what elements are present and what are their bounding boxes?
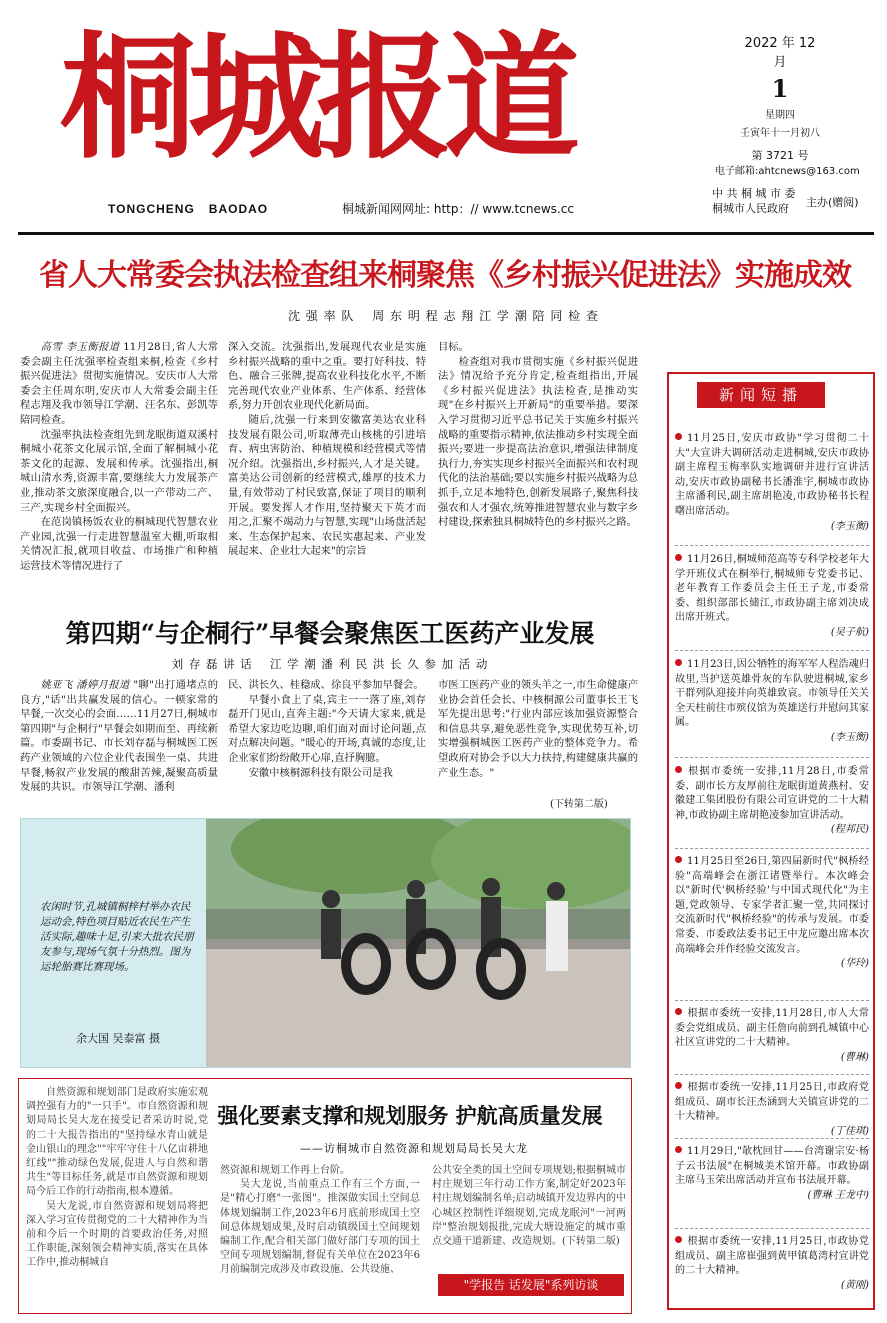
- interview-column-1: [26, 1086, 208, 1308]
- interview-headline[interactable]: 强化要素支撑和规划服务 护航高质量发展: [217, 1103, 603, 1128]
- second-byline: 姚亚飞 潘婷月报道: [40, 679, 130, 691]
- brief-item[interactable]: [675, 658, 869, 746]
- brief-text: 11月25日至26日,第四届新时代"枫桥经验"高端峰会在浙江诸暨举行。本次峰会以"新时代'枫桥经验'与中国式现代化"为主题,党政领导、专家学者汇聚一堂,共同探讨交流新时代"枫桥经验"的传承与发展。市委常委、市委政法委书记王中龙应邀出席本次高端峰会并作经验交流发言。: [675, 856, 869, 955]
- bullet-icon: [675, 1236, 682, 1243]
- brief-divider: [675, 650, 869, 651]
- second-column-1: [20, 678, 218, 808]
- second-headline[interactable]: 第四期“与企桐行”早餐会聚焦医工医药产业发展: [65, 619, 595, 648]
- date-year-month: 2022 年 12 月: [744, 36, 816, 70]
- brief-divider: [675, 1000, 869, 1001]
- masthead-title: 桐城报道: [60, 18, 572, 178]
- lead-col1-p2: 沈强率执法检查组先到龙眠街道双溪村桐城小花茶文化展示馆,全面了解桐城小花茶文化的起源、发展和传承。沈强指出,桐城山清水秀,资源丰富,要继续大力发展茶产业,推动茶文旅深度融合,以一产带动二产、三产,实现乡村全面振兴。: [20, 428, 218, 514]
- website-text[interactable]: 桐城新闻网网址: http：// www.tcnews.cc: [342, 202, 574, 216]
- second-col2-p3: 安徽中核桐源科技有限公司是我: [248, 766, 393, 779]
- brief-text: 11月25日,安庆市政协"学习贯彻二十大"大宣讲大调研活动走进桐城,安庆市政协副主席程玉梅率队实地调研并进行宣讲活动,安庆市政协副秘书长潘淮宇,桐城市政协主席潘利民,副主席胡艳凌,市政协秘书长程曙出席活动。: [675, 433, 869, 517]
- bullet-icon: [675, 766, 682, 773]
- brief-text: 根据市委统一安排,11月25日,市政府党组成员、副市长汪杰涵到大关镇宣讲党的二十大精神。: [675, 1082, 869, 1123]
- brief-source: (吴子航): [830, 626, 869, 638]
- second-subhead: 刘 存 磊 讲 话 江 学 潮 潘 利 民 洪 长 久 参 加 活 动: [171, 657, 489, 671]
- brief-text: 根据市委统一安排,11月28日,市委常委、副市长方友厚前往龙眠街道黄燕村、安徽建工集团股份有限公司宣讲党的二十大精神,市政协副主席胡艳凌参加宣讲活动。: [675, 766, 869, 821]
- interview-col2-p2: 吴大龙说,当前重点工作有三个方面,一是"精心打磨"一张图"。推深做实国土空间总体规划编制工作,2023年6月底前形成国土空间总体规划成果,及时启动镇级国土空间规划编制工作,配合相关部门做好部门专项的国土空间专项规划编制,督促有关单位在2023年6月前编制完成涉及市政设施、公共设施、: [220, 1179, 420, 1276]
- date-day: 1: [771, 74, 789, 103]
- briefs-title: 新闻短播: [697, 382, 825, 408]
- email-text[interactable]: 电子邮箱:ahtcnews@163.com: [715, 166, 860, 177]
- brief-divider: [675, 848, 869, 849]
- lead-byline: 高雪 李玉衡报道: [40, 341, 120, 353]
- brief-item[interactable]: [675, 855, 869, 972]
- series-banner[interactable]: "学报告 话发展"系列访谈: [438, 1274, 624, 1296]
- date-weekday: 星期四: [765, 110, 795, 121]
- bullet-icon: [675, 1146, 682, 1153]
- bullet-icon: [675, 659, 682, 666]
- bullet-icon: [675, 433, 682, 440]
- date-block: [740, 32, 820, 163]
- lead-column-3: [438, 340, 638, 612]
- bullet-icon: [675, 856, 682, 863]
- brief-source: (华玲): [840, 958, 869, 970]
- brief-source: (李玉衡): [830, 731, 869, 743]
- brief-source: (程邦民): [830, 824, 869, 836]
- second-col2-p1: 民、洪长久、桂稳成、徐良平参加早餐会。: [228, 679, 424, 691]
- second-col1-p1: "聊"出打通堵点的良方,"话"出共赢发展的信心。一顿家常的早餐,一次交心的会面……11月27日,桐城市第四期"与企桐行"早餐会如期而至、再续新篇。市委副书记、市长刘存磊与桐城医工医药产业领域的六位企业代表围坐一桌、共进早餐,畅叙产业发展的酸甜苦辣,凝聚高质量发展的共识。市领导江学潮、潘利: [20, 679, 218, 794]
- photo-credit: 余大国 吴泰富 摄: [76, 1032, 160, 1045]
- lead-column-1: [20, 340, 218, 612]
- owner-block: [712, 186, 795, 216]
- lead-column-2: [228, 340, 426, 612]
- date-lunar: 壬寅年十一月初八: [740, 128, 820, 139]
- brief-divider: [675, 1138, 869, 1139]
- interview-col2-p1: 然资源和规划工作再上台阶。: [220, 1165, 350, 1176]
- brief-divider: [675, 1228, 869, 1229]
- brief-item[interactable]: [675, 553, 869, 641]
- interview-col1-p1: 自然资源和规划部门是政府实施宏观调控强有力的"一只手"。市自然资源和规划局局长吴大龙在接受记者采访时说,党的二十大报告指出的"坚持绿水青山就是金山银山的理念""牢牢守住十八亿亩耕地红线""推动绿色发展,促进人与自然和谐共生"等目标任务,就是市自然资源和规划局今后工作的行动指南,根本遵循。: [26, 1087, 208, 1198]
- lead-col2-p1: 深入交流。沈强指出,发展现代农业是实施乡村振兴战略的重中之重。要打好科技、特色、融合三张牌,提高农业科技化水平,不断完善现代农业产业体系、生产体系、经营体系,努力开创农业现代化新局面。: [228, 341, 426, 412]
- lead-col1-p1: 11月28日,省人大常委会副主任沈强率检查组来桐,检查《乡村振兴促进法》贯彻实施情况。安庆市人大常委会主任周东明,安庆市人大常委会副主任程志翔及我市领导江学潮、汪名东、彭凯等陪同检查。: [20, 341, 218, 426]
- brief-item[interactable]: [675, 765, 869, 838]
- interview-col3-p1: 公共安全类的国土空间专项规划;根据桐城市村庄规划三年行动工作方案,制定好2023年村庄规划编制名单;启动城镇开发边界内的中心城区控制性详细规划,完成龙眠河"一河两岸"整治规划报批,完成大塘设施定的城市重点交通干道新建、改造规划。(下转第二版): [432, 1165, 626, 1248]
- brief-item[interactable]: [675, 432, 869, 534]
- masthead-pinyin: [108, 202, 282, 216]
- bullet-icon: [675, 554, 682, 561]
- bullet-icon: [675, 1008, 682, 1015]
- brief-source: (曹琳 王龙中): [807, 1189, 869, 1201]
- pinyin-2: BAODAO: [208, 202, 269, 216]
- owner-label: 主办(赠阅): [806, 196, 859, 209]
- brief-item[interactable]: [675, 1235, 869, 1293]
- owner-line-2: 桐城市人民政府: [712, 202, 789, 215]
- lead-col1-p3: 在范岗镇杨饭农业的桐城现代智慧农业产业园,沈强一行走进智慧温室大棚,听取相关情况汇报,就项目收益、市场推广和种植运营技术等情况进行了: [20, 516, 218, 572]
- brief-divider: [675, 1074, 869, 1075]
- brief-source: (黄刚): [840, 1279, 869, 1291]
- brief-source: (丁佳琪): [830, 1125, 869, 1137]
- brief-item[interactable]: [675, 1145, 869, 1203]
- lead-col2-p2: 随后,沈强一行来到安徽富美达农业科技发展有限公司,听取薄壳山核桃的引进培育、病虫害防治、种植规模和经营模式等情况介绍。沈强指出,乡村振兴,人才是关键。富美达公司创新的经营模式,雄厚的技术力量,有效带动了村民致富,保证了项目的顺利开展。要发挥人才作用,坚持聚天下英才而用之,汇聚不竭动力与智慧,实现"山场盘活起来、生态保护起来、农民实惠起来、产业发展起来、企业壮大起来"的宗旨: [228, 413, 426, 558]
- second-continued: (下转第二版): [550, 799, 608, 810]
- photo-caption: 农闲时节,孔城镇桐梓村举办农民运动会,特色项目贴近农民生产生活实际,趣味十足,引来大批农民朋友参与,现场气氛十分热烈。图为运轮胎赛比赛现场。: [40, 901, 194, 973]
- lead-headline[interactable]: 省人大常委会执法检查组来桐聚焦《乡村振兴促进法》实施成效: [39, 258, 851, 293]
- issue-number: 第 3721 号: [751, 149, 809, 162]
- interview-subhead: ——访桐城市自然资源和规划局局长吴大龙: [300, 1142, 528, 1155]
- brief-item[interactable]: [675, 1007, 869, 1065]
- owner-line-1: 中 共 桐 城 市 委: [712, 187, 796, 200]
- lead-col3-p1: 目标。: [438, 341, 469, 353]
- interview-column-3: [432, 1164, 626, 1270]
- second-col2-p2: 早餐小食上了桌,宾主一一落了座,刘存磊开门见山,直奔主题:"今天请大家来,就是希望大家边吃边聊,咱们面对面讨论问题,点对点解决问题。"暖心的开场,真诚的态度,让企业家们纷纷敞开心扉,直抒胸臆。: [228, 693, 426, 764]
- brief-text: 根据市委统一安排,11月25日,市政协党组成员、副主席崔强到黄甲镇葛湾村宣讲党的二十大精神。: [675, 1236, 869, 1277]
- second-column-3: [438, 678, 638, 793]
- lead-subhead: 沈 强 率 队 周 东 明 程 志 翔 江 学 潮 陪 同 检 查: [287, 309, 600, 323]
- brief-text: 11月29日,"欹枕回甘——台湾谢宗安·杨子云书法展"在桐城美术馆开幕。市政协副主席马玉荣出席活动并宣布书法展开幕。: [675, 1146, 869, 1187]
- lead-col3-p2: 检查组对我市贯彻实施《乡村振兴促进法》情况给予充分肯定,检查组指出,开展《乡村振兴促进法》执法检查,是推动实现"在乡村振兴上开新局"的重要举措。要深入学习贯彻习近平总书记关于实施乡村振兴战略的重要指示精神,依法推动乡村实现全面振兴;要进一步提高法治意识,增强法律制度执行力,夯实实现乡村振兴全面振兴和农村现代化的法治基础;要以实施乡村振兴战略为总抓手,立足本地特色,创新发展路子,聚焦科技强农和人才强农,统筹推进智慧农业与数字乡村建设,探索独具桐城特色的乡村振兴之路。: [438, 355, 638, 529]
- pinyin-1: TONGCHENG: [108, 202, 195, 216]
- brief-text: 11月23日,因公牺牲的海军军人程浩魂归故里,当护送英雄骨灰的车队驶进桐城,家乡干群列队迎接并向英雄致哀。市领导任关关全天柱前往市殡仪馆为英雄送行并慰问其家属。: [675, 659, 869, 729]
- second-column-2: [228, 678, 426, 808]
- brief-divider: [675, 757, 869, 758]
- interview-col1-p2: 吴大龙说,市自然资源和规划局将把深入学习宣传贯彻党的二十大精神作为当前和今后一个时期的首要政治任务,对照工作职能,深刻领会精神实质,落实在具体工作中,推动桐城自: [26, 1200, 208, 1269]
- second-col3-p1: 市医工医药产业的领头羊之一,市生命健康产业协会首任会长、中核桐源公司董事长王飞军先提出思考:"行业内部应该加强资源整合和信息共享,避免恶性竞争,实现优势互补,切实增强桐城医工医药产业的整体竞争力。希望政府对协会予以大力扶持,构建健康共赢的产业生态。": [438, 679, 638, 779]
- masthead-rule: [18, 232, 874, 235]
- brief-source: (李玉衡): [830, 520, 869, 532]
- interview-column-2: [220, 1164, 420, 1304]
- brief-divider: [675, 545, 869, 546]
- brief-source: (曹琳): [840, 1051, 869, 1063]
- brief-text: 11月26日,桐城师范高等专科学校老年大学开班仪式在桐举行,桐城师专党委书记、老年教育工作委员会主任王子龙,市委常委、组织部部长储江,市政协副主席刘决成出席开班式。: [675, 554, 869, 624]
- brief-text: 根据市委统一安排,11月28日,市人大常委会党组成员、副主任詹向前到孔城镇中心社区宣讲党的二十大精神。: [675, 1008, 869, 1049]
- brief-item[interactable]: [675, 1081, 869, 1139]
- bullet-icon: [675, 1082, 682, 1089]
